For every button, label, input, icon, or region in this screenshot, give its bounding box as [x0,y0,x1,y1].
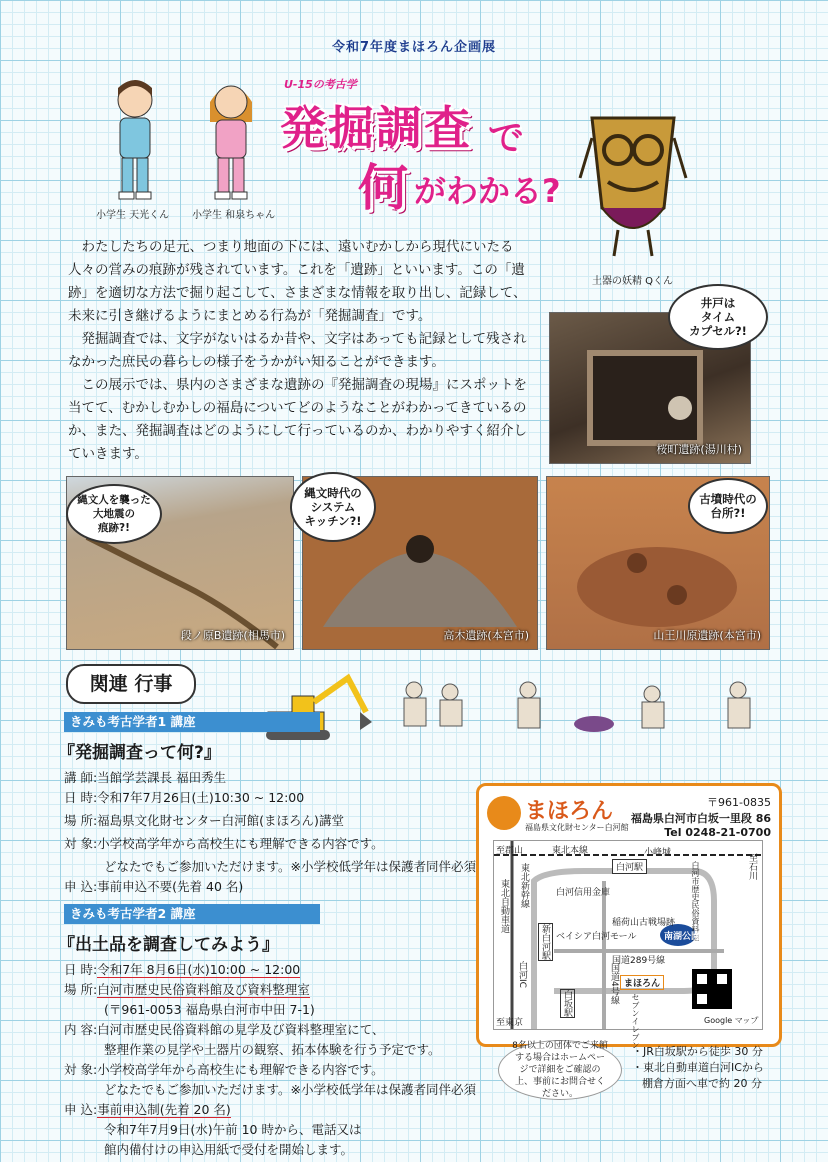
postal-code: 〒961-0835 [707,796,771,809]
map-ishikawa: 至石川 [747,853,757,880]
map-shirakawa-station: 白河駅 [612,859,647,874]
event2-target: 対 象:小学校高学年から高校生にも理解できる内容です。 [64,1062,384,1077]
event1-details [64,768,476,897]
map-mahoron: まほろん [620,975,664,990]
event1-instructor: 講 師:当館学芸課長 福田秀生 [64,770,227,785]
access-line-1: ・JR白坂駅から徒歩 30 分 [632,1045,763,1058]
bubble-kofun [688,478,768,534]
event2-place: 白河市歴史民俗資料館及び資料整理室 [97,982,310,997]
title-particle: で [488,118,525,159]
girl-character [192,78,276,221]
access-info [632,1044,764,1092]
event2-date: 令和7年 8月6日(水)10:00 ~ 12:00 [97,962,301,977]
map-inari: 稲荷山古戦場跡 [612,918,676,928]
map-koriyama: 至郡山 [496,846,524,856]
pottery-mascot-illustration [578,98,688,268]
access-line-3: 棚倉方面へ車で約 20 分 [642,1077,762,1090]
intro-paragraph-3: この展示では、県内のさまざまな遺跡の『発掘調査の現場』にスポットを当てて、むかしむかしの福島についてどのようなことがわかってきているのか、また、発掘調査はどのようにして行っているのか、わかりやすく紹介していきます。 [68,377,527,462]
boy-character [96,78,170,221]
bubble-earthquake [66,484,162,544]
mahoron-logo: まほろん [525,799,614,824]
map-expressway: 東北自動車道 [499,879,509,933]
caption-sakuramachi: 桜町遺跡(湯川村) [656,443,742,456]
event2-content: 内 容:白河市歴史民俗資料館の見学及び資料整理室にて、 [64,1022,385,1037]
map-tohoku-line: 東北本線 [552,846,589,856]
mascot [578,98,688,287]
map-shirakawa-ic: 白河IC [517,961,527,988]
event2-label: きみも考古学者2 講座 [64,904,320,924]
bubble-kitchen [290,472,376,542]
event2-title: 『出土品を調査してみよう』 [58,935,279,955]
map-nanko: 南湖公園 [664,932,701,942]
access-map [493,840,763,1049]
event2-place2: (〒961-0053 福島県白河市中田 7-1) [104,1002,315,1017]
bubble-well-text: 井戸は タイム カプセル?! [689,296,747,338]
events-heading [66,664,196,704]
girl-illustration [198,78,264,202]
bubble-kofun-text: 古墳時代の 台所?! [699,492,757,520]
map-seven: セブンイレブン [631,993,640,1049]
map-shinkansen: 東北新幹線 [519,863,529,908]
event1-title: 『発掘調査って何?』 [58,743,221,763]
exhibition-header: 令和7年度まほろん企画展 [331,40,497,55]
map-beisia: ベイシア白河モール [556,932,637,942]
event1-target: 対 象:小学校高学年から高校生にも理解できる内容です。 [64,836,384,851]
info-box [476,783,782,1047]
title-nani: 何 [358,159,408,217]
mascot-caption: 土器の妖精 Qくん [592,276,674,287]
map-museum: 白河市歴史民俗資料館 [691,861,700,941]
girl-name: 小学生 和泉ちゃん [192,210,276,221]
event1-label: きみも考古学者1 講座 [64,712,320,732]
address-block [631,794,771,839]
event2-apply: 事前申込制(先着 20 名) [97,1102,231,1117]
boy-illustration [102,78,168,202]
event2-apply-row [64,1100,476,1120]
map-bank: 白河信用金庫 [556,888,611,898]
event2-target2: どなたでもご参加いただけます。※小学校低学年は保護者同伴必須 [104,1082,476,1097]
event2-place-row [64,980,476,1000]
event1-place: 場 所:福島県文化財センター白河館(まほろん)講堂 [64,813,344,828]
bubble-kitchen-text: 縄文時代の システム キッチン?! [304,486,362,528]
caption-dannohara: 段ノ原B遺跡(相馬市) [180,629,285,642]
event1-apply: 申 込:事前申込不要(先着 40 名) [64,879,244,894]
map-komine: 小峰城 [644,848,672,858]
intro-paragraph-2: 発掘調査では、文字がないはるか昔や、文字はあっても記録として残されなかった庶民の暮らしの様子をうかがい知ることができます。 [68,331,527,370]
map-google: Google マップ [704,1016,759,1025]
map-route289: 国道289号線 [612,956,666,966]
mahoron-logo-icon [487,796,521,830]
access-line-2: ・東北自動車道白河ICから [632,1061,764,1074]
map-shirasaka-station: 白坂駅 [560,989,575,1018]
event2-date-row [64,960,476,980]
title-rest: がわかる? [414,172,561,210]
event2-date-label: 日 時: [64,962,98,977]
events-heading-a: 関連 [89,673,128,695]
mahoron-sub: 福島県文化財センター白河館 [525,823,629,832]
event2-apply2: 令和7年7月9日(水)午前 10 時から、電話又は [104,1122,362,1137]
map-route4: 国道4号線 [609,963,619,1005]
group-note-text: 8名以上の団体でご来館する場合はホームページで詳細をご確認の上、事前にお問合せください。 [512,1041,608,1099]
event2-apply-label: 申 込: [64,1102,98,1117]
address: 福島県白河市白坂一里段 86 [630,812,771,825]
bubble-well [668,284,768,350]
bubble-earthquake-text: 縄文人を襲った 大地震の 痕跡?! [77,494,151,534]
event2-place-label: 場 所: [64,982,98,997]
boy-name: 小学生 天光くん [96,210,170,221]
group-note [498,1040,622,1100]
workers-illustration [398,680,778,744]
map-shin-shirakawa: 新白河駅 [538,923,553,961]
map-tokyo: 至東京 [496,1018,524,1028]
event2-content2: 整理作業の見学や土器片の観察、拓本体験を行う予定です。 [104,1042,441,1057]
event2-apply3: 館内備付けの申込用紙で受付を開始します。 [104,1142,354,1157]
caption-sannokawara: 山王川原遺跡(本宮市) [653,629,761,642]
intro-text [68,236,538,466]
event1-target2: どなたでもご参加いただけます。※小学校低学年は保護者同伴必須 [104,859,476,874]
events-heading-b: 行事 [134,673,173,695]
telephone: Tel 0248-21-0700 [664,826,771,839]
main-title: 発掘調査 [280,101,472,155]
event2-details [64,960,476,1160]
caption-takagi: 高木遺跡(本宮市) [443,629,529,642]
event1-date: 日 時:令和7年7月26日(土)10:30 ~ 12:00 [64,790,305,805]
intro-paragraph-1: わたしたちの足元、つまり地面の下には、遠いむかしから現代にいたる人々の営みの痕跡が残されています。これを「遺跡」といいます。この「遺跡」を適切な方法で掘り起こして、さまざまな情報を取り出し、記録して、未来に引き継げるようにまとめる行為が「発掘調査」です。 [68,239,527,324]
series-title: U-15の考古学 [284,78,357,91]
